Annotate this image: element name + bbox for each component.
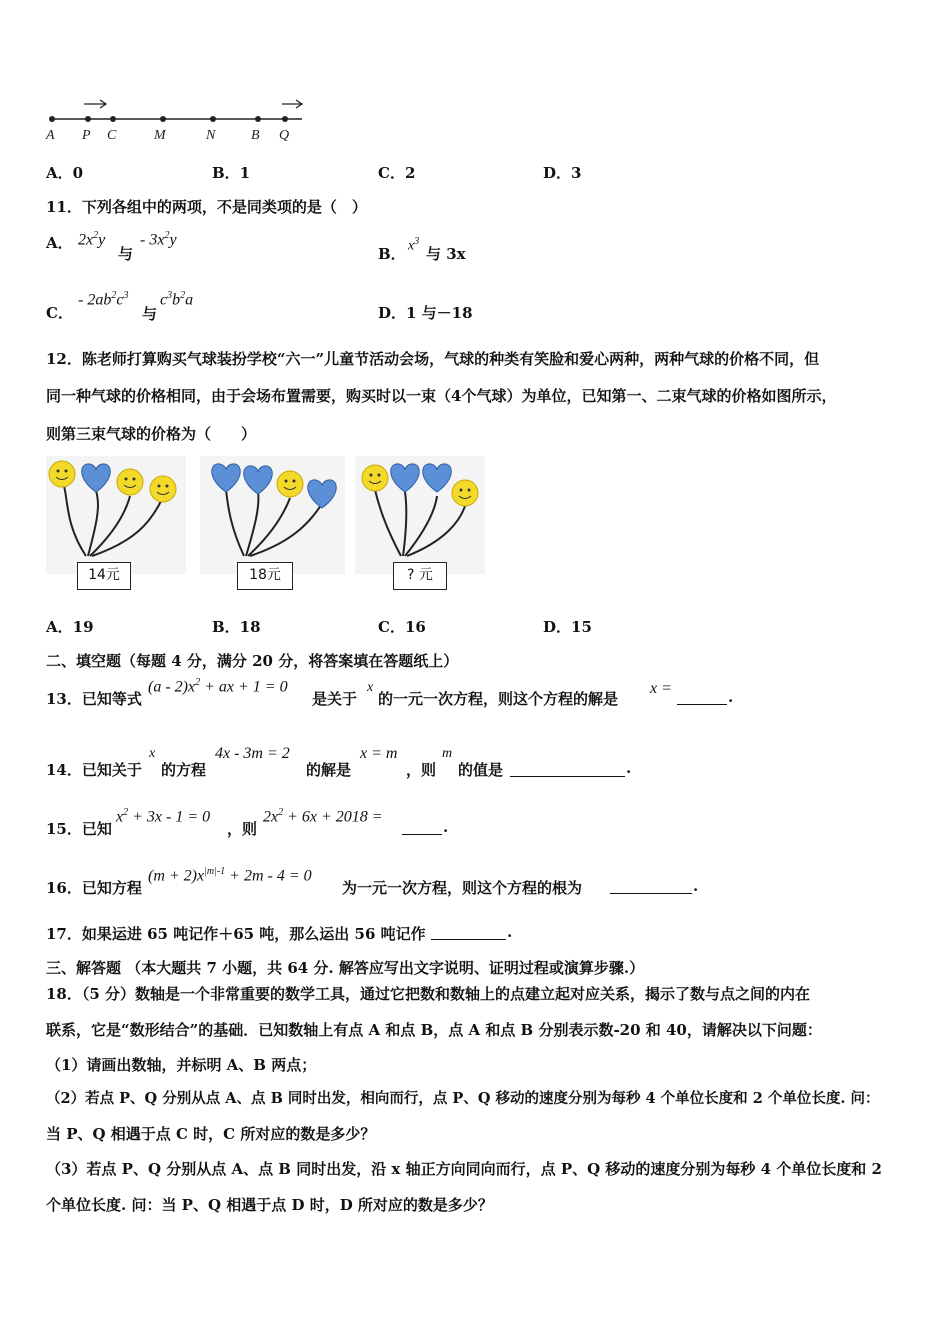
q13-end: . (728, 688, 734, 706)
point-label: A (46, 128, 55, 143)
q18-part1: （1）请画出数轴，并标明 A、B 两点； (46, 1056, 317, 1074)
smiley-balloon-icon (49, 461, 75, 487)
q18-part3a: （3）若点 P、Q 分别从点 A、点 B 同时出发，沿 x 轴正方向同向而行，点 P、Q 移动的速度分别为每秒 4 个单位长度和 2 (46, 1160, 882, 1178)
q11-b-left: $x^3$ (408, 236, 420, 254)
arrow-q-icon (282, 100, 302, 108)
q18-line2: 联系，它是“数形结合”的基础．已知数轴上有点 A 和点 B，点 A 和点 B 分别表示数-20 和 40，请解决以下问题： (46, 1021, 822, 1039)
q13-answer-blank[interactable] (677, 690, 727, 705)
q14-p5: 的值是 (458, 761, 504, 779)
q14-var2: m (442, 746, 453, 761)
q12-option-d: D．15 (543, 618, 592, 636)
q15-f2: $2x^2 + 6x + 2018$ = (263, 807, 383, 826)
q13-mid: 是关于 (312, 690, 358, 708)
price-tag-2: 18元 (237, 562, 293, 590)
q16-pre: 16．已知方程 (46, 879, 142, 897)
q10-option-a: A．0 (46, 164, 84, 182)
arrow-p-icon (84, 100, 106, 108)
q12-line2: 同一种气球的价格相同，由于会场布置需要，购买时以一束（4个气球）为单位，已知第一、二束气球的价格如图所示， (46, 387, 837, 405)
q10-option-c: C．2 (378, 164, 416, 182)
point-label: C (107, 128, 117, 143)
q11-a-right: - $3x^2y$ (140, 230, 177, 249)
q15-f1: $x^2 + 3x - 1 = 0$ (116, 807, 211, 826)
q11-option-a: A． (46, 234, 73, 252)
q18-part3b: 个单位长度. 问：当 P、Q 相遇于点 D 时，D 所对应的数是多少？ (46, 1196, 493, 1214)
q14-end: . (626, 759, 632, 777)
q15-pre: 15．已知 (46, 820, 112, 838)
q11-stem: 11．下列各组中的两项，不是同类项的是（ ） (46, 198, 367, 216)
q12-option-b: B．18 (212, 618, 261, 636)
q14-answer-blank[interactable] (510, 762, 625, 777)
q13-ans: x = (650, 680, 672, 697)
point-label: P (82, 128, 91, 143)
q14-sol: x = m (360, 745, 398, 762)
price-tag-3: ? 元 (393, 562, 447, 590)
q11-a-with: 与 (118, 245, 134, 263)
q15-mid: ，则 (227, 820, 258, 838)
smiley-balloon-icon (277, 471, 303, 497)
q16-end: . (693, 877, 699, 895)
q14-p4: ，则 (406, 761, 437, 779)
q15-answer-blank[interactable] (402, 820, 442, 835)
q11-option-c: C． (46, 304, 73, 322)
q17-end: . (507, 923, 513, 941)
q10-option-d: D．3 (543, 164, 582, 182)
q16-post: 为一元一次方程，则这个方程的根为 (342, 879, 583, 897)
q17-answer-blank[interactable] (431, 925, 506, 940)
q11-c-left: - $2ab^2c^3$ (78, 290, 129, 309)
q18-line1: 18．（5 分）数轴是一个非常重要的数学工具，通过它把数和数轴上的点建立起对应关系，揭示了数与点之间的内在 (46, 985, 811, 1003)
number-line-figure (40, 95, 320, 150)
smiley-balloon-icon (362, 465, 388, 491)
smiley-balloon-icon (452, 480, 478, 506)
q12-option-a: A．19 (46, 618, 94, 636)
q11-c-with: 与 (142, 305, 158, 323)
q11-a-left: $2x^2y$ (78, 230, 106, 249)
q11-option-d: D．1 与－18 (378, 304, 473, 322)
q12-line3: 则第三束气球的价格为（ ） (46, 425, 257, 443)
q14-formula: 4x - 3m = 2 (215, 745, 290, 762)
q13-post: 的一元一次方程，则这个方程的解是 (378, 690, 619, 708)
q13-pre: 13．已知等式 (46, 690, 142, 708)
q13-var: x (367, 680, 374, 695)
q17-text: 17．如果运进 65 吨记作＋65 吨，那么运出 56 吨记作 (46, 925, 426, 943)
section2-heading: 二、填空题（每题 4 分，满分 20 分，将答案填在答题纸上） (46, 652, 459, 670)
q14-pre: 14．已知关于 (46, 761, 142, 779)
price-tag-1: 14元 (77, 562, 131, 590)
q15-end: . (443, 818, 449, 836)
q13-formula: $(a - 2)x^2$ + ax + 1 = 0 (148, 677, 288, 696)
q18-part2b: 当 P、Q 相遇于点 C 时，C 所对应的数是多少？ (46, 1125, 376, 1143)
point-label: N (206, 128, 216, 143)
q12-option-c: C．16 (378, 618, 426, 636)
q11-c-right: $c^3b^2a$ (160, 290, 194, 309)
q14-var: x (149, 746, 156, 761)
q11-option-b: B． (378, 245, 406, 263)
point-label: M (154, 128, 166, 143)
smiley-balloon-icon (150, 476, 176, 502)
q14-p2: 的方程 (161, 761, 207, 779)
q14-p3: 的解是 (306, 761, 352, 779)
section3-heading: 三、解答题 （本大题共 7 小题，共 64 分. 解答应写出文字说明、证明过程或演算步骤.） (46, 959, 645, 977)
q18-part2a: （2）若点 P、Q 分别从点 A、点 B 同时出发，相向而行，点 P、Q 移动的速度分别为每秒 4 个单位长度和 2 个单位长度. 问： (46, 1090, 880, 1107)
q16-formula: $(m + 2)x^{|m|-1} + 2m - 4 = 0$ (148, 866, 312, 885)
q11-b-with: 与 3x (426, 245, 466, 263)
q10-option-b: B．1 (212, 164, 251, 182)
point-label: B (251, 128, 260, 143)
smiley-balloon-icon (117, 469, 143, 495)
q16-answer-blank[interactable] (610, 879, 692, 894)
q12-line1: 12．陈老师打算购买气球装扮学校“六一”儿童节活动会场，气球的种类有笑脸和爱心两种，两种气球的价格不同，但 (46, 350, 820, 368)
point-label: Q (279, 128, 290, 143)
